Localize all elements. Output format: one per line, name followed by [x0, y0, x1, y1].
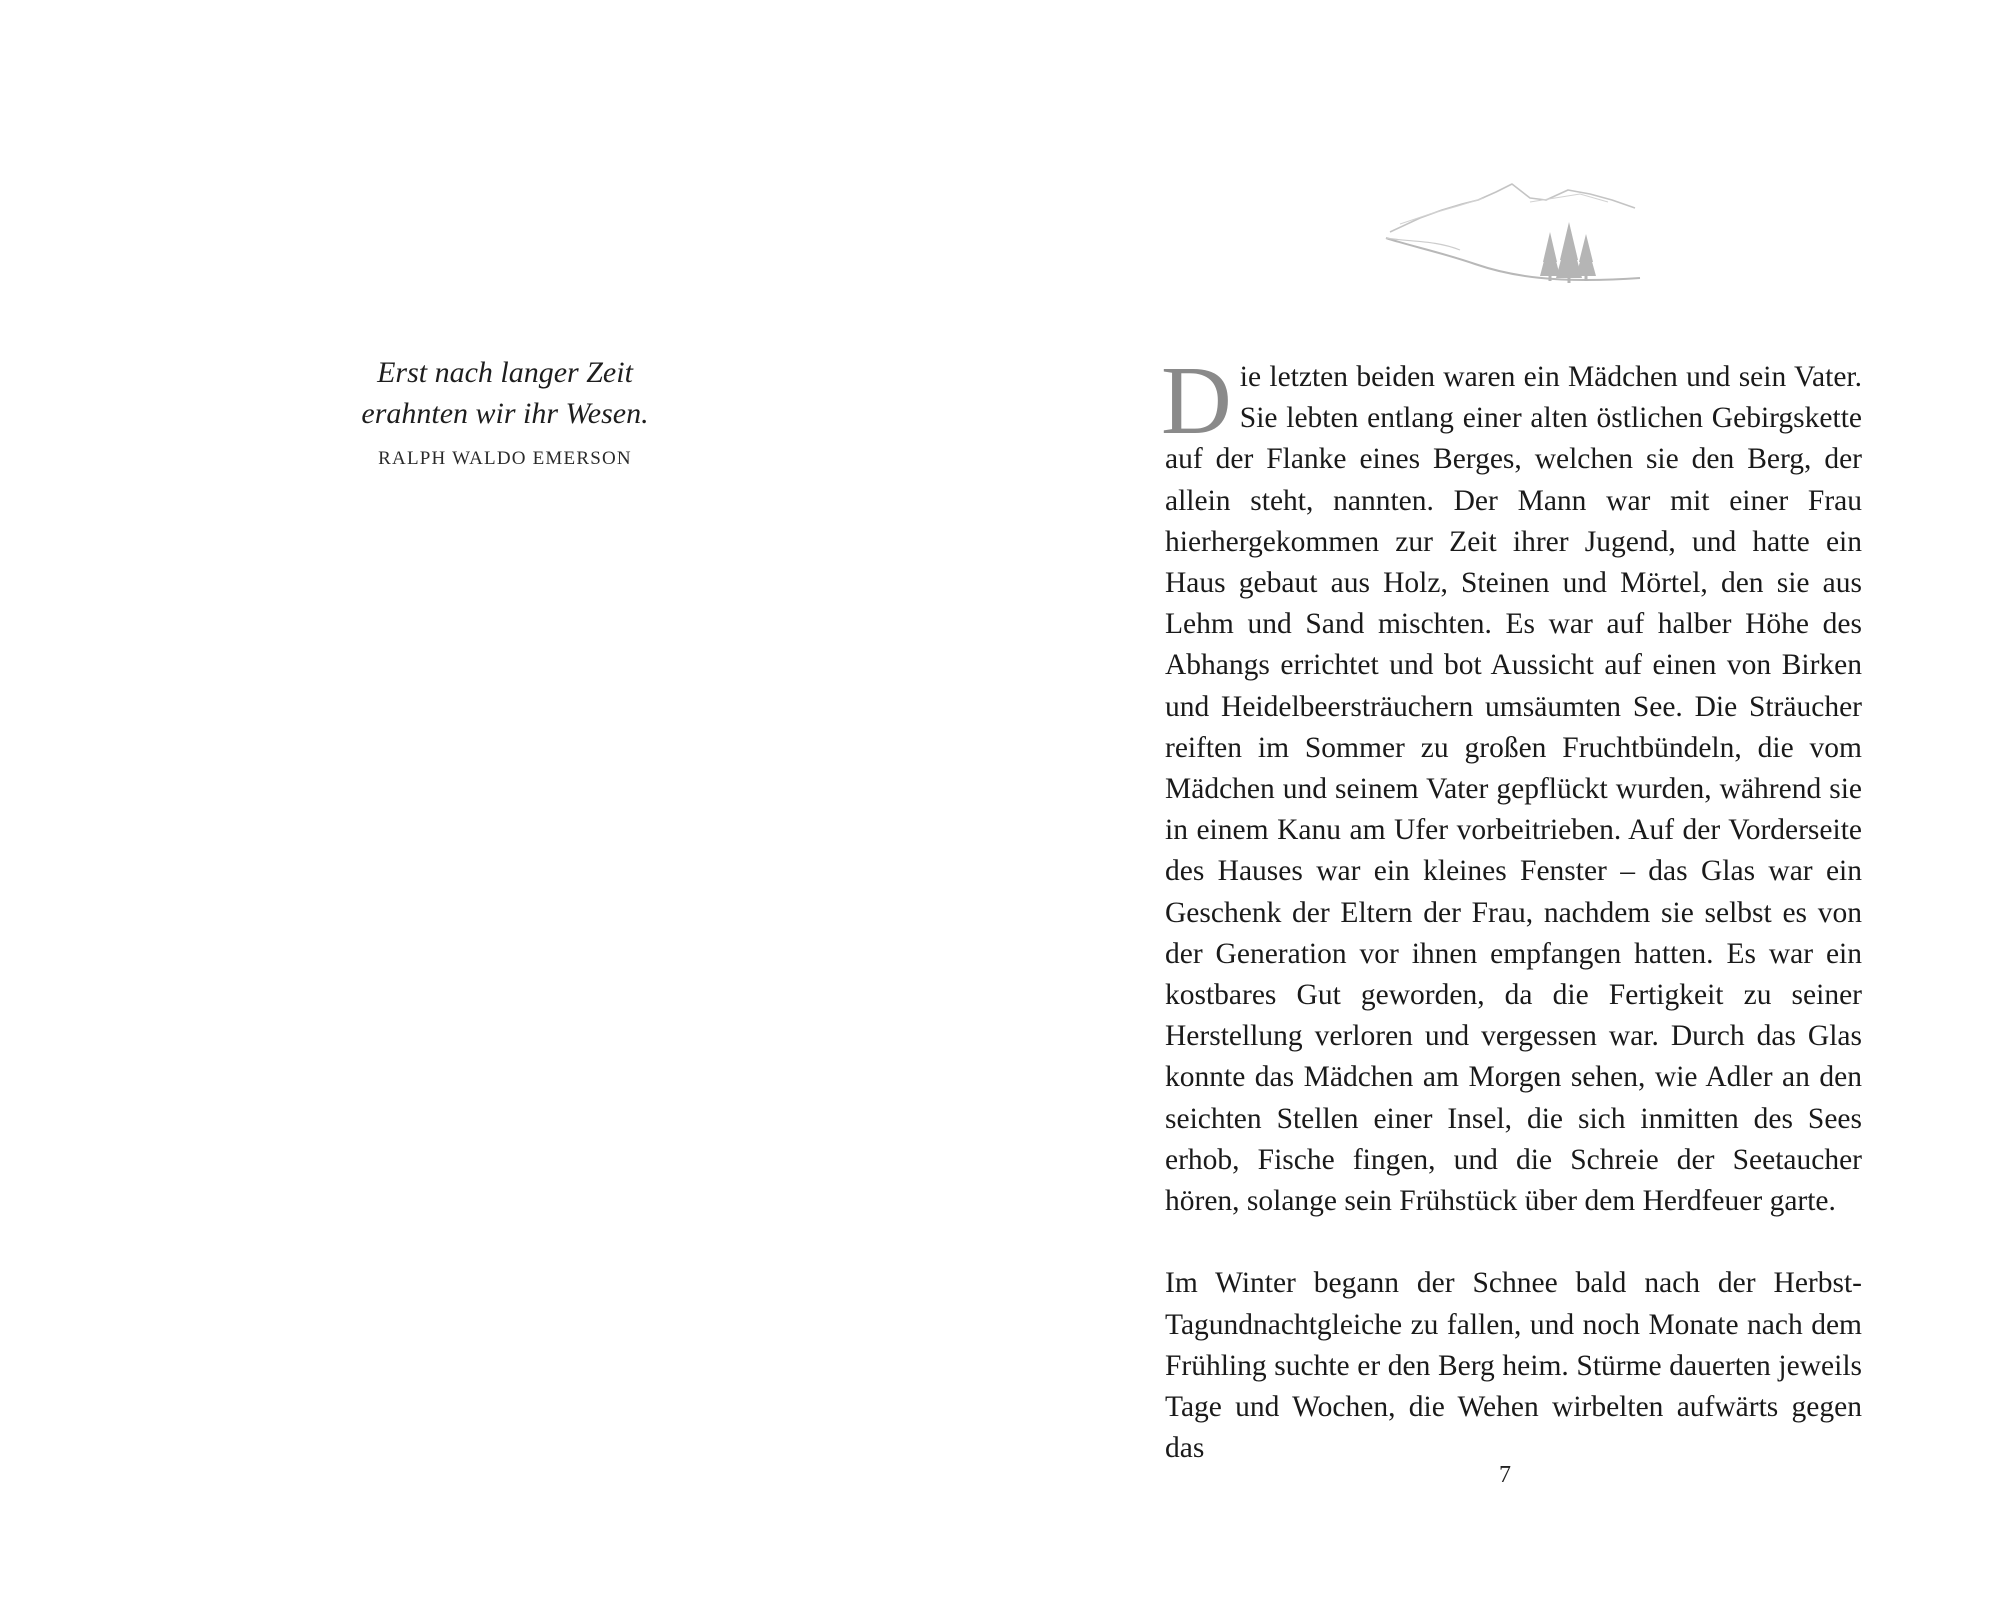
epigraph-line-2: erahnten wir ihr Wesen.: [361, 397, 649, 430]
right-page: [1000, 0, 2000, 1600]
page-number: 7: [1499, 1462, 1511, 1488]
dropcap: D: [1161, 347, 1232, 455]
body-text: [1161, 347, 1862, 1469]
epigraph-line-1: Erst nach langer Zeit: [377, 356, 633, 389]
paragraph-1-text: ie letzten beiden waren ein Mädchen und sein Vater. Sie lebten entlang einer alten östlichen Gebirgskette auf der Flanke eines Berges, welchen sie den Berg, der allein steht, nannten. Der Mann war mit einer Frau hierhergekommen zur Zeit ihrer Jugend, und hatte ein Haus gebaut aus Holz, Steinen und Mörtel, den sie aus Lehm und Sand mischten. Es war auf halber Höhe des Abhangs errichtet und bot Aussicht auf einen von Birken und Heidelbeersträuchern umsäumten See. Die Sträucher reiften im Sommer zu großen Fruchtbündeln, die vom Mädchen und seinem Vater gepflückt wurden, während sie in einem Kanu am Ufer vorbeitrieben. Auf der Vorderseite des Hauses war ein kleines Fenster – das Glas war ein Geschenk der Eltern der Frau, nachdem sie selbst es von der Generation vor ihnen empfangen hatten. Es war ein kostbares Gut geworden, da die Fertigkeit zu seiner Herstellung verloren und vergessen war. Durch das Glas konnte das Mädchen am Morgen sehen, wie Adler an den seichten Stellen einer Insel, die sich inmitten des Sees erhob, Fische fingen, und die Schreie der Seetaucher hören, solange sein Frühstück über dem Herdfeuer garte.: [1165, 361, 1862, 1218]
epigraph-author: RALPH WALDO EMERSON: [378, 448, 632, 469]
mountain-trees-icon: [1380, 180, 1645, 290]
epigraph: [300, 352, 710, 470]
paragraph-1: [1161, 347, 1862, 1222]
paragraph-2: Im Winter begann der Schnee bald nach der Herbst-Tagundnachtgleiche zu fallen, und noch Monate nach dem Frühling suchte er den Berg heim. Stürme dauerten jeweils Tage und Wochen, die Wehen wirbelten aufwärts gegen das: [1165, 1267, 1862, 1465]
